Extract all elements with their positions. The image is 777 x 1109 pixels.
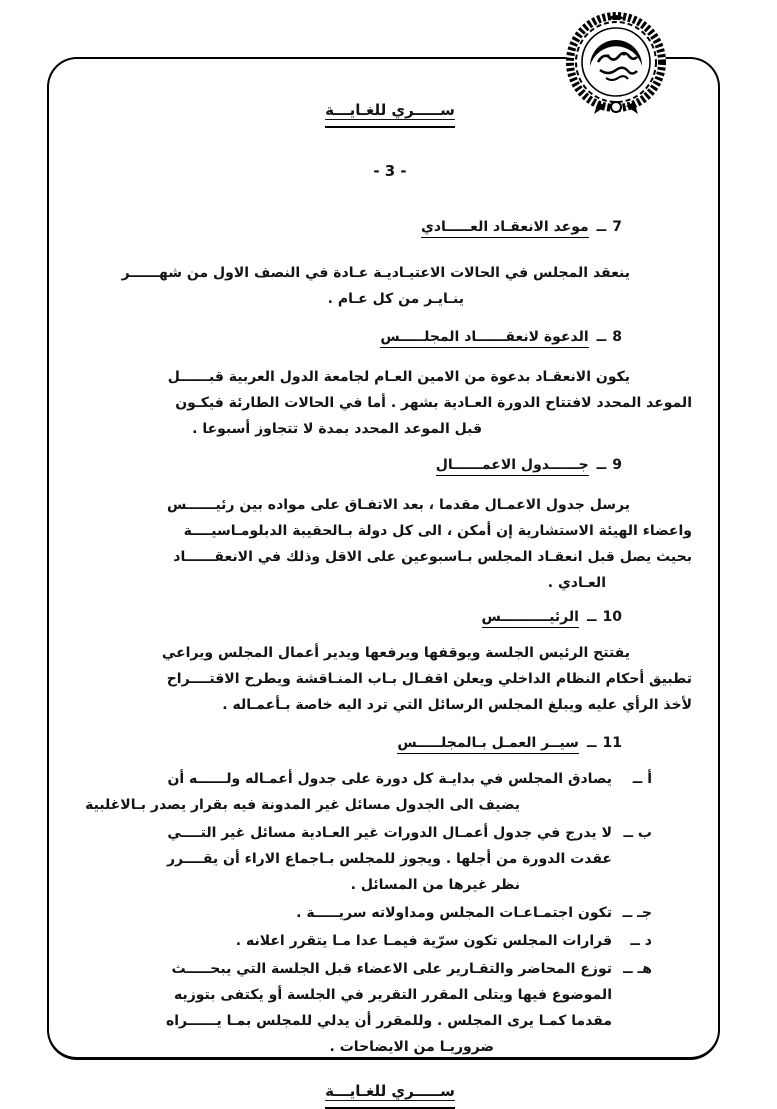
section-11-items: [85, 766, 652, 1060]
paragraph-line: توزع المحاضر والتقـارير على الاعضاء قبل الجلسة التي يبحـــــث: [171, 961, 612, 977]
paragraph-line: قبل الموعد المحدد بمدة لا تتجاوز أسبوعا .: [192, 421, 482, 437]
list-item-e: [88, 956, 652, 1060]
paragraph-line: ينعقد المجلس في الحالات الاعتيـاديـة عـادة في النصف الاول من شهــــــر: [121, 265, 630, 281]
classification-bottom-row: [88, 1078, 692, 1109]
classification-top: ســـــري للغـايـــة: [325, 97, 455, 128]
paragraph-line: لأخذ الرأي عليه ويبلغ المجلس الرسائل التي ترد اليه خاصة بـأعمـاله .: [222, 697, 692, 713]
paragraph-line: واعضاء الهيئة الاستشارية إن أمكن ، الى كل دولة بـالحقيبة الدبلومـاسيــــة: [183, 523, 692, 539]
paragraph-line: عقدت الدورة من أجلها . ويجوز للمجلس بـاجماع الاراء أن يقــــرر: [166, 851, 612, 867]
section-10-title: الرئيــــــــــس: [482, 609, 579, 628]
section-7-number: 7: [612, 219, 622, 235]
list-item-c: [88, 900, 652, 926]
dash: ــ: [596, 219, 607, 235]
paragraph-line: يصادق المجلس في بدايـة كل دورة على جدول أعمـاله ولــــــه أن: [167, 771, 612, 787]
paragraph-line: يفتتح الرئيس الجلسة ويوقفها ويرفعها ويدير أعمال المجلس ويراعي: [161, 645, 630, 661]
dash: ــ: [586, 735, 597, 751]
classification-bottom: ســـــري للغـايـــة: [325, 1078, 455, 1109]
paragraph-line: تطبيق أحكام النظام الداخلي ويعلن اقفـال بـاب المنـاقشة ويطرح الاقتــــراح: [166, 671, 692, 687]
section-8-paragraph: [88, 364, 692, 442]
section-10-heading: [88, 604, 622, 630]
paragraph-line: ضروريـا من الايضاحات .: [329, 1039, 494, 1055]
list-item-text: [88, 956, 612, 1060]
paragraph-line: ينـايـر من كل عـام .: [327, 291, 464, 307]
paragraph-line: يضيف الى الجدول مسائل غير المدونة فيه بقرار يصدر بـالاغلبية: [85, 797, 520, 813]
list-item-marker: ب ــ: [623, 825, 652, 841]
paragraph-line: تكون اجتمـاعـات المجلس ومداولاته سريـــــة .: [296, 905, 612, 921]
paragraph-line: بحيث يصل قبل انعقـاد المجلس بـاسبوعين على الاقل وذلك في الانعقــــــاد: [173, 549, 692, 565]
list-item-marker: جـ ــ: [622, 905, 652, 921]
section-9-heading: [88, 452, 622, 478]
paragraph-line: نظر غيرها من المسائل .: [350, 877, 520, 893]
dash: ــ: [596, 457, 607, 473]
section-9-title: جــــــدول الاعمــــــال: [436, 457, 589, 476]
list-item-marker: أ ــ: [632, 771, 652, 787]
list-item-d: [88, 928, 652, 954]
arab-league-emblem: [562, 10, 670, 118]
paragraph-line: يكون الانعقـاد بدعوة من الامين العـام لجامعة الدول العربية قبــــــل: [167, 369, 630, 385]
page-number: - 3 -: [373, 162, 407, 180]
section-11-heading: [88, 730, 622, 756]
section-7-paragraph: [88, 260, 692, 312]
list-item-text: [88, 900, 612, 926]
list-item-marker: د ــ: [630, 933, 652, 949]
section-11-number: 11: [602, 735, 622, 751]
section-7-heading: [88, 214, 622, 240]
paragraph-line: لا يدرج في جدول أعمـال الدورات غير العـادية مسائل غير التــــي: [167, 825, 612, 841]
paragraph-line: مقدما كمـا يرى المجلس . وللمقرر أن يدلي للمجلس بمـا يــــــراه: [165, 1013, 612, 1029]
arab-league-emblem-icon: [562, 10, 670, 118]
dash: ــ: [596, 329, 607, 345]
paragraph-line: يرسل جدول الاعمـال مقدما ، بعد الاتفـاق على مواده بين رئيــــــس: [166, 497, 630, 513]
section-8-heading: [88, 324, 622, 350]
section-9-number: 9: [612, 457, 622, 473]
list-item-text: [88, 820, 612, 898]
section-8-title: الدعوة لانعقــــــاد المجلـــــس: [380, 329, 588, 348]
section-11-title: سيــر العمـل بـالمجلـــــس: [397, 735, 579, 754]
dash: ــ: [586, 609, 597, 625]
paragraph-line: الموضوع فيها ويتلى المقرر التقرير في الجلسة أو يكتفى بتوزيه: [173, 987, 612, 1003]
section-7-title: موعد الانعقـاد العـــــادي: [421, 219, 589, 238]
document-body: [85, 57, 692, 1109]
list-item-marker: هـ ــ: [623, 961, 652, 977]
paragraph-line: الموعد المحدد لافتتاح الدورة العـادية بشهر . أما في الحالات الطارئة فيكـون: [175, 395, 692, 411]
list-item-text: [85, 766, 612, 818]
list-item-text: [88, 928, 612, 954]
section-10-number: 10: [602, 609, 622, 625]
paragraph-line: العـادي .: [547, 575, 606, 591]
list-item-b: [88, 820, 652, 898]
section-8-number: 8: [612, 329, 622, 345]
list-item-a: [85, 766, 652, 818]
section-10-paragraph: [88, 640, 692, 718]
paragraph-line: قرارات المجلس تكون سرّية فيمـا عدا مـا يتقرر اعلانه .: [235, 933, 612, 949]
section-9-paragraph: [88, 492, 692, 596]
